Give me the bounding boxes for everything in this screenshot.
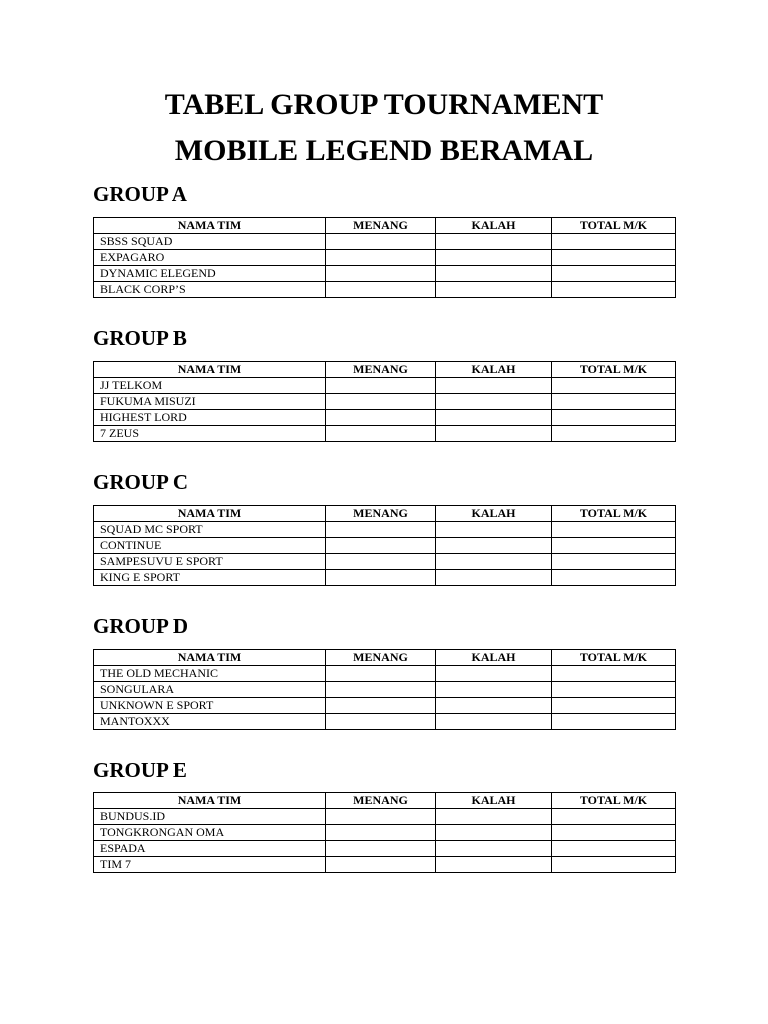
lose-cell bbox=[436, 825, 552, 841]
team-name-cell: 7 ZEUS bbox=[94, 426, 326, 442]
win-cell bbox=[326, 570, 436, 586]
document-title: TABEL GROUP TOURNAMENT bbox=[164, 88, 604, 121]
group-heading-b: GROUP B bbox=[93, 326, 187, 350]
column-header-menang: MENANG bbox=[326, 506, 436, 522]
group-heading-a: GROUP A bbox=[93, 182, 187, 206]
total-cell bbox=[552, 698, 676, 714]
team-name-cell: SQUAD MC SPORT bbox=[94, 522, 326, 538]
total-cell bbox=[552, 841, 676, 857]
lose-cell bbox=[436, 857, 552, 873]
win-cell bbox=[326, 825, 436, 841]
table-row bbox=[94, 426, 676, 442]
total-cell bbox=[552, 538, 676, 554]
win-cell bbox=[326, 266, 436, 282]
table-row bbox=[94, 234, 676, 250]
group-heading-e: GROUP E bbox=[93, 758, 187, 782]
column-header-total: TOTAL M/K bbox=[552, 362, 676, 378]
table-row bbox=[94, 410, 676, 426]
win-cell bbox=[326, 554, 436, 570]
team-name-cell: UNKNOWN E SPORT bbox=[94, 698, 326, 714]
table-row bbox=[94, 554, 676, 570]
group-table-a bbox=[93, 217, 676, 298]
table-row bbox=[94, 378, 676, 394]
total-cell bbox=[552, 282, 676, 298]
team-name-cell: KING E SPORT bbox=[94, 570, 326, 586]
column-header-menang: MENANG bbox=[326, 218, 436, 234]
lose-cell bbox=[436, 282, 552, 298]
total-cell bbox=[552, 394, 676, 410]
total-cell bbox=[552, 666, 676, 682]
lose-cell bbox=[436, 250, 552, 266]
table-row bbox=[94, 282, 676, 298]
team-name-cell: FUKUMA MISUZI bbox=[94, 394, 326, 410]
win-cell bbox=[326, 234, 436, 250]
column-header-kalah: KALAH bbox=[436, 362, 552, 378]
table-row bbox=[94, 250, 676, 266]
table-header-row bbox=[94, 650, 676, 666]
lose-cell bbox=[436, 809, 552, 825]
lose-cell bbox=[436, 538, 552, 554]
win-cell bbox=[326, 809, 436, 825]
table-row bbox=[94, 682, 676, 698]
column-header-kalah: KALAH bbox=[436, 650, 552, 666]
team-name-cell: CONTINUE bbox=[94, 538, 326, 554]
team-name-cell: HIGHEST LORD bbox=[94, 410, 326, 426]
lose-cell bbox=[436, 841, 552, 857]
team-name-cell: BUNDUS.ID bbox=[94, 809, 326, 825]
document-subtitle: MOBILE LEGEND BERAMAL bbox=[174, 134, 594, 167]
total-cell bbox=[552, 570, 676, 586]
win-cell bbox=[326, 841, 436, 857]
win-cell bbox=[326, 410, 436, 426]
table-row bbox=[94, 538, 676, 554]
team-name-cell: EXPAGARO bbox=[94, 250, 326, 266]
table-row bbox=[94, 666, 676, 682]
lose-cell bbox=[436, 570, 552, 586]
team-name-cell: SBSS SQUAD bbox=[94, 234, 326, 250]
total-cell bbox=[552, 266, 676, 282]
lose-cell bbox=[436, 394, 552, 410]
lose-cell bbox=[436, 234, 552, 250]
team-name-cell: SONGULARA bbox=[94, 682, 326, 698]
table-row bbox=[94, 266, 676, 282]
win-cell bbox=[326, 698, 436, 714]
lose-cell bbox=[436, 714, 552, 730]
column-header-nama-tim: NAMA TIM bbox=[94, 650, 326, 666]
total-cell bbox=[552, 426, 676, 442]
table-row bbox=[94, 570, 676, 586]
group-table-b bbox=[93, 361, 676, 442]
column-header-nama-tim: NAMA TIM bbox=[94, 218, 326, 234]
win-cell bbox=[326, 538, 436, 554]
team-name-cell: SAMPESUVU E SPORT bbox=[94, 554, 326, 570]
table-header-row bbox=[94, 793, 676, 809]
group-heading-c: GROUP C bbox=[93, 470, 189, 494]
table-row bbox=[94, 394, 676, 410]
total-cell bbox=[552, 682, 676, 698]
table-row bbox=[94, 841, 676, 857]
team-name-cell: JJ TELKOM bbox=[94, 378, 326, 394]
lose-cell bbox=[436, 698, 552, 714]
group-heading-d: GROUP D bbox=[93, 614, 189, 638]
lose-cell bbox=[436, 426, 552, 442]
column-header-nama-tim: NAMA TIM bbox=[94, 793, 326, 809]
total-cell bbox=[552, 554, 676, 570]
team-name-cell: TONGKRONGAN OMA bbox=[94, 825, 326, 841]
team-name-cell: MANTOXXX bbox=[94, 714, 326, 730]
column-header-total: TOTAL M/K bbox=[552, 650, 676, 666]
total-cell bbox=[552, 378, 676, 394]
team-name-cell: DYNAMIC ELEGEND bbox=[94, 266, 326, 282]
lose-cell bbox=[436, 378, 552, 394]
team-name-cell: THE OLD MECHANIC bbox=[94, 666, 326, 682]
total-cell bbox=[552, 857, 676, 873]
lose-cell bbox=[436, 666, 552, 682]
table-header-row bbox=[94, 362, 676, 378]
total-cell bbox=[552, 825, 676, 841]
lose-cell bbox=[436, 266, 552, 282]
total-cell bbox=[552, 522, 676, 538]
lose-cell bbox=[436, 410, 552, 426]
lose-cell bbox=[436, 554, 552, 570]
win-cell bbox=[326, 394, 436, 410]
table-row bbox=[94, 714, 676, 730]
total-cell bbox=[552, 809, 676, 825]
total-cell bbox=[552, 714, 676, 730]
total-cell bbox=[552, 250, 676, 266]
group-table-c bbox=[93, 505, 676, 586]
column-header-kalah: KALAH bbox=[436, 793, 552, 809]
group-table-d bbox=[93, 649, 676, 730]
team-name-cell: BLACK CORP’S bbox=[94, 282, 326, 298]
win-cell bbox=[326, 714, 436, 730]
column-header-nama-tim: NAMA TIM bbox=[94, 506, 326, 522]
column-header-nama-tim: NAMA TIM bbox=[94, 362, 326, 378]
table-row bbox=[94, 857, 676, 873]
team-name-cell: ESPADA bbox=[94, 841, 326, 857]
win-cell bbox=[326, 378, 436, 394]
team-name-cell: TIM 7 bbox=[94, 857, 326, 873]
table-header-row bbox=[94, 218, 676, 234]
column-header-total: TOTAL M/K bbox=[552, 793, 676, 809]
column-header-kalah: KALAH bbox=[436, 218, 552, 234]
table-row bbox=[94, 809, 676, 825]
column-header-total: TOTAL M/K bbox=[552, 218, 676, 234]
win-cell bbox=[326, 282, 436, 298]
column-header-total: TOTAL M/K bbox=[552, 506, 676, 522]
column-header-menang: MENANG bbox=[326, 362, 436, 378]
lose-cell bbox=[436, 682, 552, 698]
win-cell bbox=[326, 426, 436, 442]
win-cell bbox=[326, 857, 436, 873]
column-header-kalah: KALAH bbox=[436, 506, 552, 522]
win-cell bbox=[326, 666, 436, 682]
table-row bbox=[94, 698, 676, 714]
group-table-e bbox=[93, 792, 676, 873]
table-row bbox=[94, 522, 676, 538]
win-cell bbox=[326, 682, 436, 698]
column-header-menang: MENANG bbox=[326, 650, 436, 666]
win-cell bbox=[326, 522, 436, 538]
lose-cell bbox=[436, 522, 552, 538]
column-header-menang: MENANG bbox=[326, 793, 436, 809]
table-header-row bbox=[94, 506, 676, 522]
table-row bbox=[94, 825, 676, 841]
total-cell bbox=[552, 234, 676, 250]
win-cell bbox=[326, 250, 436, 266]
total-cell bbox=[552, 410, 676, 426]
